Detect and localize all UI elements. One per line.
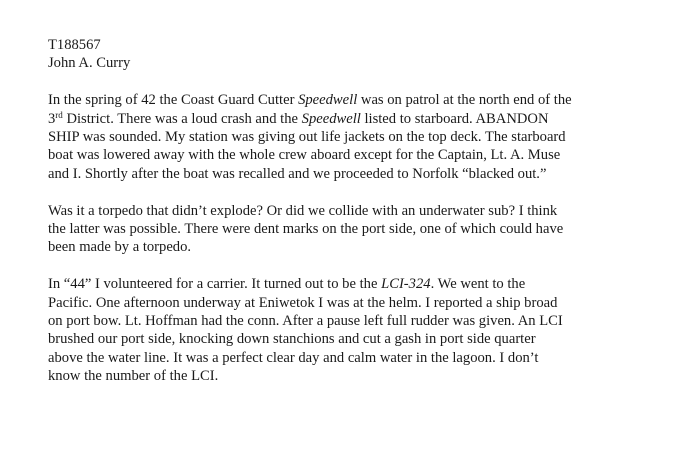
- text-line: [48, 275, 688, 293]
- author-name: John A. Curry: [48, 55, 131, 72]
- text-line: brushed our port side, knocking down stanchions and cut a gash in port side quarter: [48, 331, 536, 348]
- text-line: [48, 110, 688, 128]
- text-segment: District. There was a loud crash and the: [62, 110, 302, 127]
- text-line: [48, 91, 688, 109]
- spacer: [48, 257, 688, 275]
- spacer: [48, 183, 688, 201]
- ship-name: LCI-324: [381, 276, 431, 293]
- text-line: Pacific. One afternoon underway at Eniwetok I was at the helm. I reported a ship broad: [48, 294, 558, 311]
- text-line: Was it a torpedo that didn’t explode? Or did we collide with an underwater sub? I think: [48, 202, 558, 219]
- paragraph-torpedo: [48, 202, 688, 257]
- text-line: boat was lowered away with the whole crew aboard except for the Captain, Lt. A. Muse: [48, 147, 561, 164]
- text-line: on port bow. Lt. Hoffman had the conn. After a pause left full rudder was given. An LCI: [48, 313, 563, 330]
- document-page: [48, 36, 688, 386]
- text-line: and I. Shortly after the boat was recalled and we proceeded to Norfolk “blacked out.”: [48, 165, 547, 182]
- text-line: above the water line. It was a perfect clear day and calm water in the lagoon. I don’t: [48, 349, 539, 366]
- spacer: [48, 73, 688, 91]
- ship-name: Speedwell: [301, 110, 361, 127]
- text-line: SHIP was sounded. My station was giving out life jackets on the top deck. The starboard: [48, 129, 566, 146]
- text-segment: In “44” I volunteered for a carrier. It turned out to be the: [48, 276, 382, 293]
- paragraph-speedwell: [48, 91, 688, 183]
- text-line: the latter was possible. There were dent marks on the port side, one of which could have: [48, 221, 564, 238]
- document-id: T188567: [48, 37, 101, 53]
- paragraph-lci: [48, 275, 688, 385]
- ship-name: Speedwell: [298, 92, 358, 109]
- district-number: 3: [48, 110, 56, 127]
- text-line: know the number of the LCI.: [48, 368, 219, 385]
- text-line: been made by a torpedo.: [48, 239, 192, 256]
- text-segment: was on patrol at the north end of the: [357, 92, 572, 109]
- text-segment: listed to starboard. ABANDON: [360, 110, 549, 127]
- text-segment: In the spring of 42 the Coast Guard Cutter: [48, 92, 299, 109]
- ordinal-suffix: rd: [55, 109, 63, 120]
- text-segment: . We went to the: [430, 276, 526, 293]
